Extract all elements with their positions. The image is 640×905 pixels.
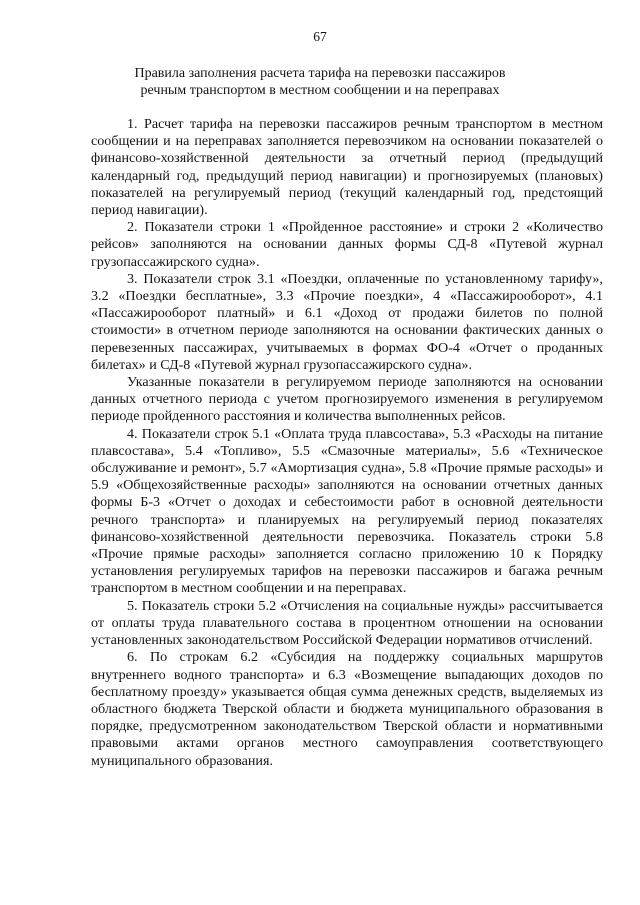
paragraph-6: 6. По строкам 6.2 «Субсидия на поддержку социальных маршрутов внутреннего водного транспорта» и 6.3 «Возмещение выпадающих доходов по бесплатному проезду» указывается общая сумма денежных средств, выделяемых из областного бюджета Тверской области и бюджета муниципального образования в порядке, предусмотренном законодательством Тверской области и нормативными правовыми актами органов местного самоуправления соответствующего муниципального образования. — [91, 649, 603, 769]
page-number: 67 — [313, 29, 327, 44]
document-body — [91, 116, 603, 770]
title-line-2: речным транспортом в местном сообщении и на переправах — [140, 82, 500, 98]
document-title — [90, 66, 550, 99]
title-line-1: Правила заполнения расчета тарифа на перевозки пассажиров — [134, 66, 506, 81]
paragraph-5: 5. Показатель строки 5.2 «Отчисления на социальные нужды» рассчитывается от оплаты труда плавательного состава в процентном отношении на основании установленных законодательством Российской Федерации нормативов отчислений. — [91, 597, 603, 649]
paragraph-1: 1. Расчет тарифа на перевозки пассажиров речным транспортом в местном сообщении и на переправах заполняется перевозчиком на основании показателей о финансово-хозяйственной деятельности за отчетный период (предыдущий календарный год, предыдущий период навигации) и прогнозируемых (плановых) показателей на регулируемый период (текущий календарный год, предстоящий период навигации). — [91, 116, 603, 219]
paragraph-3: 3. Показатели строк 3.1 «Поездки, оплаченные по установленному тарифу», 3.2 «Поездки бесплатные», 3.3 «Прочие поездки», 4 «Пассажирооборот», 4.1 «Пассажирооборот платный» и 6.1 «Доход от продажи билетов по полной стоимости» в отчетном периоде заполняются на основании фактических данных о перевезенных пассажирах, учитываемых в формах ФО-4 «Отчет о проданных билетах» и СД-8 «Путевой журнал грузопассажирского судна». — [91, 270, 603, 373]
paragraph-4: 4. Показатели строк 5.1 «Оплата труда плавсостава», 5.3 «Расходы на питание плавсостава», 5.4 «Топливо», 5.5 «Смазочные материалы», 5.6 «Техническое обслуживание и ремонт», 5.7 «Амортизация судна», 5.8 «Прочие прямые расходы» и 5.9 «Общехозяйственные расходы» заполняются на основании отчетных данных формы Б-3 «Отчет о доходах и себестоимости работ в основной деятельности речного транспорта» и планируемых на регулируемый период показателях финансово-хозяйственной деятельности перевозчика. Показатель строки 5.8 «Прочие прямые расходы» заполняется согласно приложению 10 к Порядку установления регулируемых тарифов на перевозки пассажиров и багажа речным транспортом в местном сообщении и на переправах. — [91, 425, 603, 597]
paragraph-3-continued: Указанные показатели в регулируемом периоде заполняются на основании данных отчетного периода с учетом прогнозируемого изменения в регулируемом периоде пройденного расстояния и количества выполненных рейсов. — [91, 374, 603, 425]
paragraph-2: 2. Показатели строки 1 «Пройденное расстояние» и строки 2 «Количество рейсов» заполняются на основании данных формы СД-8 «Путевой журнал грузопассажирского судна». — [91, 219, 603, 270]
